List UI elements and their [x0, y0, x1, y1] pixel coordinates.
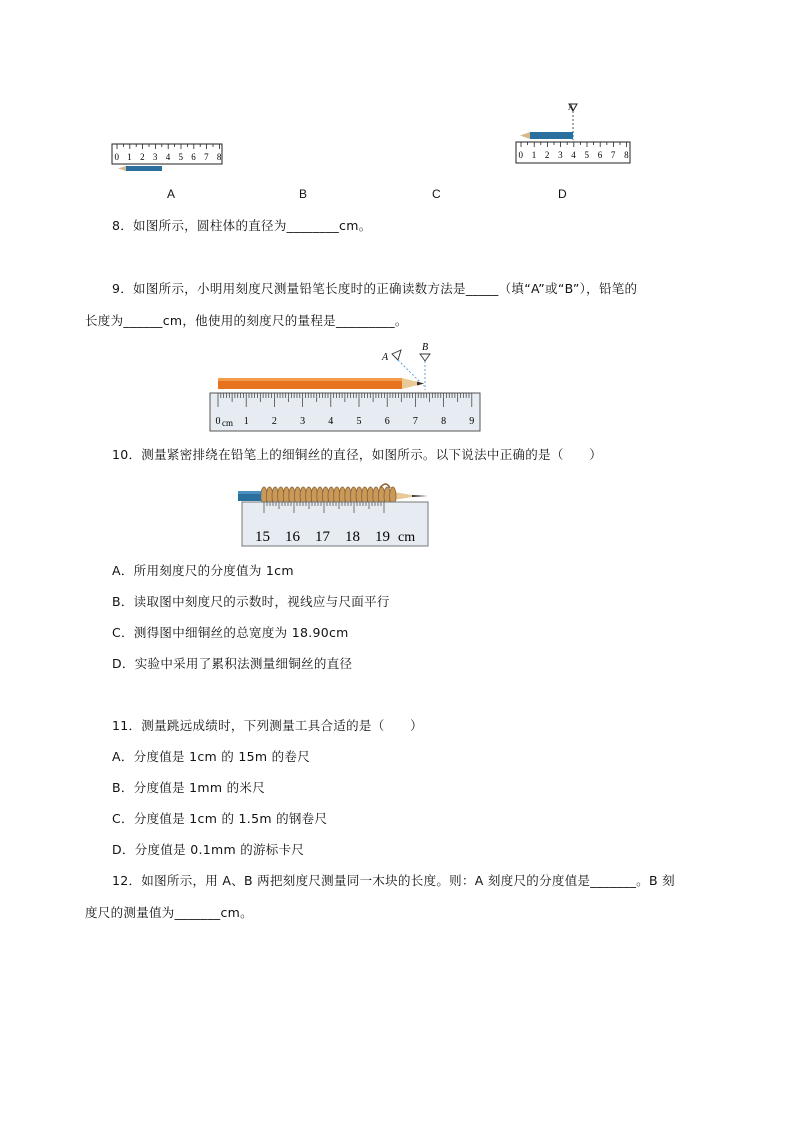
q8-text: 8．如图所示，圆柱体的直径为________cm。 [112, 218, 372, 233]
q7a-ruler-digit: 8 [216, 152, 222, 162]
q7-ruler-figure-a [108, 138, 228, 178]
q9-eye-a-icon [392, 350, 401, 360]
q10-option-c: C．测得图中细铜丝的总宽度为 18.90cm [112, 625, 349, 640]
q10-ruler-digit: 16 [285, 529, 300, 545]
q9-ruler-digit: 5 [356, 416, 362, 427]
q10-ruler-digit: 15 [255, 529, 270, 545]
q9-eye-b-label: B [422, 342, 429, 353]
q7a-ruler-digit: 3 [152, 152, 158, 162]
q7a-ruler-digit: 6 [191, 152, 196, 162]
q9-pencil-ruler-figure [206, 338, 486, 434]
q9-ruler-digit: 9 [469, 416, 475, 427]
q10-stem: 10．测量紧密排绕在铅笔上的细铜丝的直径，如图所示。以下说法中正确的是（ ） [112, 447, 603, 462]
q9-ruler-digit: 2 [271, 416, 277, 427]
q7a-ruler-digit: 7 [204, 152, 209, 162]
q7-eye-mark: A [568, 103, 574, 112]
q7a-ruler-digit: 1 [127, 152, 132, 162]
q10-copper-wire-figure [234, 478, 434, 550]
q7d-ruler-digit: 5 [584, 150, 589, 160]
q9-ruler-digit: 3 [300, 416, 306, 427]
q11-stem: 11．测量跳远成绩时，下列测量工具合适的是（ ） [112, 718, 423, 733]
q7-option-c-label: C [432, 187, 441, 201]
q10-option-d: D．实验中采用了累积法测量细铜丝的直径 [112, 656, 353, 671]
q9-ruler-digit: 6 [384, 416, 390, 427]
q10-ruler-digit: 17 [315, 529, 330, 545]
q10-ruler-digit: 19 [375, 529, 390, 545]
q7a-ruler-digit: 2 [140, 152, 145, 162]
q10-ruler-digit: 18 [345, 529, 360, 545]
q9-eye-a-label: A [382, 352, 389, 363]
q7a-ruler-digit: 4 [165, 152, 171, 162]
q9-ruler-digit: 1 [243, 416, 249, 427]
q7d-ruler-digit: 1 [531, 150, 537, 160]
q7d-ruler-digit: 2 [544, 150, 550, 160]
q9-line1: 9．如图所示，小明用刻度尺测量铅笔长度时的正确读数方法是_____（填“A”或“B”），铅笔的 [112, 281, 638, 296]
q11-option-d: D．分度值是 0.1mm 的游标卡尺 [112, 842, 305, 857]
q7d-ruler-digit: 8 [624, 150, 629, 160]
q7d-ruler-digit: 6 [597, 150, 603, 160]
q11-option-b: B．分度值是 1mm 的米尺 [112, 780, 266, 795]
q10-option-b: B．读取图中刻度尺的示数时，视线应与尺面平行 [112, 594, 390, 609]
q7-option-a-label: A [167, 187, 176, 201]
q12-line2: 度尺的测量值为_______cm。 [85, 905, 253, 920]
q7d-ruler-digit: 0 [518, 150, 523, 160]
q7a-ruler-digit: 0 [114, 152, 119, 162]
q7d-ruler-digit: 7 [610, 150, 616, 160]
q7d-ruler-digit: 4 [571, 150, 576, 160]
q7-ruler-figure-d [510, 98, 640, 178]
q9-line2: 长度为______cm，他使用的刻度尺的量程是_________。 [85, 313, 408, 328]
q9-eye-b-icon [420, 354, 430, 361]
q12-line1: 12．如图所示，用 A、B 两把刻度尺测量同一木块的长度。则：A 刻度尺的分度值是_______。B 刻 [112, 873, 675, 888]
q9-ruler-digit: 8 [441, 416, 447, 427]
q7a-ruler-digit: 5 [178, 152, 183, 162]
q7d-ruler-digit: 3 [558, 150, 563, 160]
q11-option-c: C．分度值是 1cm 的 1.5m 的钢卷尺 [112, 811, 328, 826]
q9-ruler-unit: cm [222, 418, 233, 428]
q9-ruler-digit: 4 [328, 416, 334, 427]
q11-option-a: A．分度值是 1cm 的 15m 的卷尺 [112, 749, 311, 764]
q9-ruler-digit: 7 [412, 416, 418, 427]
q9-ruler-digit: 0 [215, 416, 221, 427]
q7-option-b-label: B [299, 187, 308, 201]
q10-ruler-unit: cm [398, 530, 416, 545]
q7-option-d-label: D [558, 187, 567, 201]
q10-option-a: A．所用刻度尺的分度值为 1cm [112, 563, 294, 578]
